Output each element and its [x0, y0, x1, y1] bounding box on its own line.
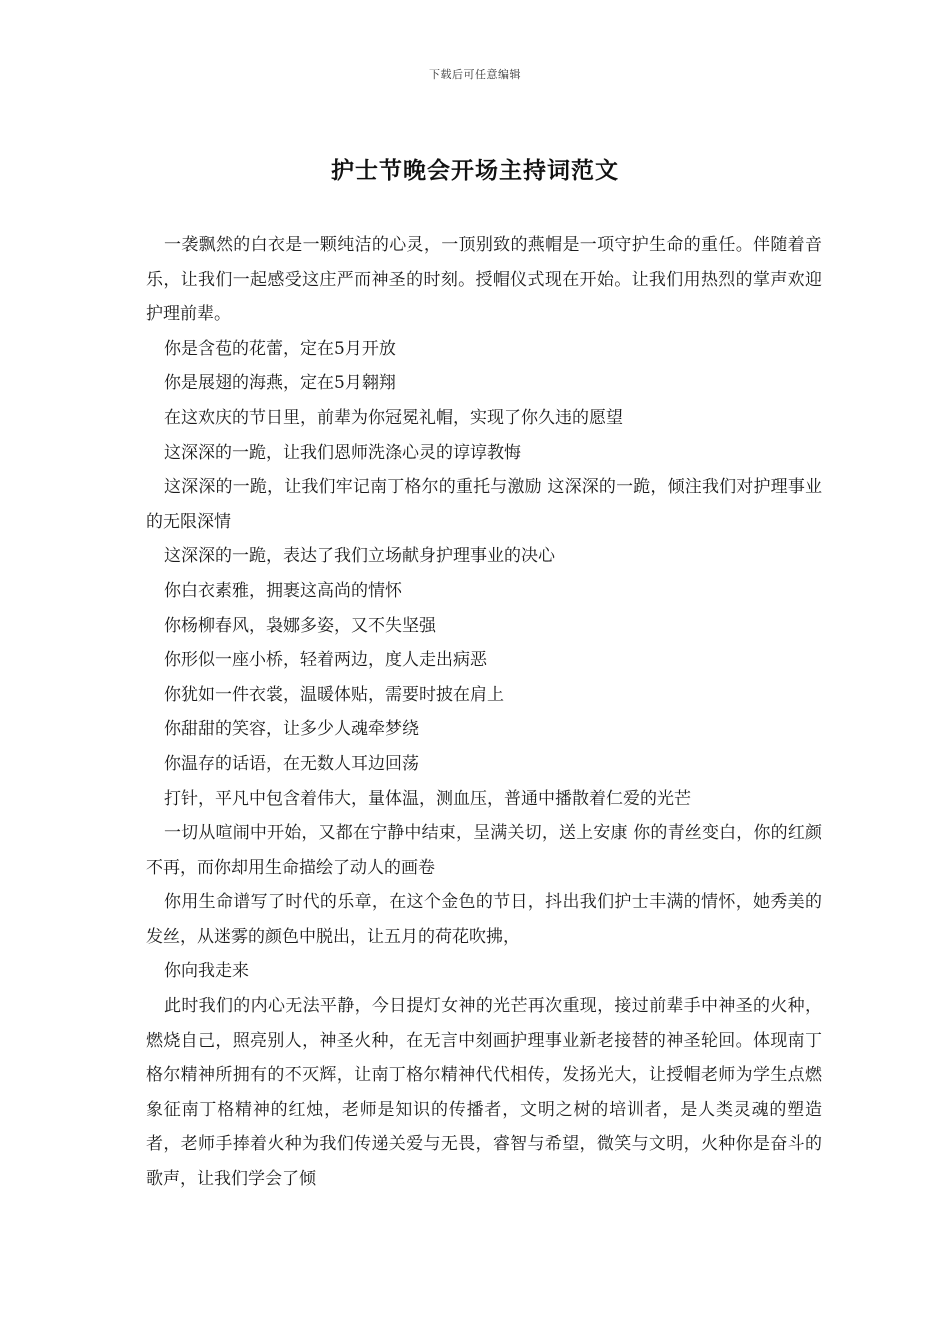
- header-note: 下载后可任意编辑: [429, 68, 521, 81]
- paragraph: 一切从喧闹中开始，又都在宁静中结束，呈满关切，送上安康 你的青丝变白，你的红颜不再，而你却用生命描绘了动人的画卷: [146, 823, 822, 878]
- paragraph: 这深深的一跪，让我们牢记南丁格尔的重托与激励 这深深的一跪，倾注我们对护理事业的无限深情: [146, 477, 822, 532]
- paragraph: 一袭飘然的白衣是一颗纯洁的心灵，一顶别致的燕帽是一项守护生命的重任。伴随着音乐，让我们一起感受这庄严而神圣的时刻。授帽仪式现在开始。让我们用热烈的掌声欢迎护理前辈。: [146, 235, 822, 325]
- paragraph: 在这欢庆的节日里，前辈为你冠冕礼帽，实现了你久违的愿望: [164, 407, 623, 428]
- paragraph: 你白衣素雅，拥裹这高尚的情怀: [164, 580, 402, 601]
- paragraph: 这深深的一跪，让我们恩师洗涤心灵的谆谆教悔: [164, 442, 521, 463]
- paragraph: 你杨柳春风，袅娜多姿，又不失坚强: [164, 615, 436, 636]
- paragraph: 此时我们的内心无法平静，今日提灯女神的光芒再次重现，接过前辈手中神圣的火种，燃烧自己，照亮别人，神圣火种，在无言中刻画护理事业新老接替的神圣轮回。体现南丁格尔精神所拥有的不灭辉，让南丁格尔精神代代相传，发扬光大，让授帽老师为学生点燃象征南丁格精神的红烛，老师是知识的传播者，文明之树的培训者，是人类灵魂的塑造者，老师手捧着火种为我们传递关爱与无畏，睿智与希望，微笑与文明，火种你是奋斗的歌声，让我们学会了倾: [146, 996, 822, 1190]
- paragraph: 你是展翅的海燕，定在5月翱翔: [164, 373, 396, 394]
- paragraph: 你形似一座小桥，轻着两边，度人走出病恶: [164, 650, 487, 671]
- paragraph: 你用生命谱写了时代的乐章，在这个金色的节日，抖出我们护士丰满的情怀，她秀美的发丝，从迷雾的颜色中脱出，让五月的荷花吹拂，: [146, 892, 822, 947]
- paragraph: 这深深的一跪，表达了我们立场献身护理事业的决心: [164, 546, 555, 567]
- paragraph: 你温存的话语，在无数人耳边回荡: [164, 753, 419, 774]
- paragraph: 打针，平凡中包含着伟大，量体温，测血压，普通中播散着仁爱的光芒: [164, 788, 691, 809]
- paragraph: 你甜甜的笑容，让多少人魂牵梦绕: [164, 719, 419, 740]
- paragraph: 你向我走来: [164, 961, 249, 982]
- document-title: 护士节晚会开场主持词范文: [331, 157, 619, 184]
- paragraph: 你是含苞的花蕾，定在5月开放: [164, 338, 396, 359]
- paragraph: 你犹如一件衣裳，温暖体贴，需要时披在肩上: [164, 684, 504, 705]
- document-body: [146, 228, 822, 1197]
